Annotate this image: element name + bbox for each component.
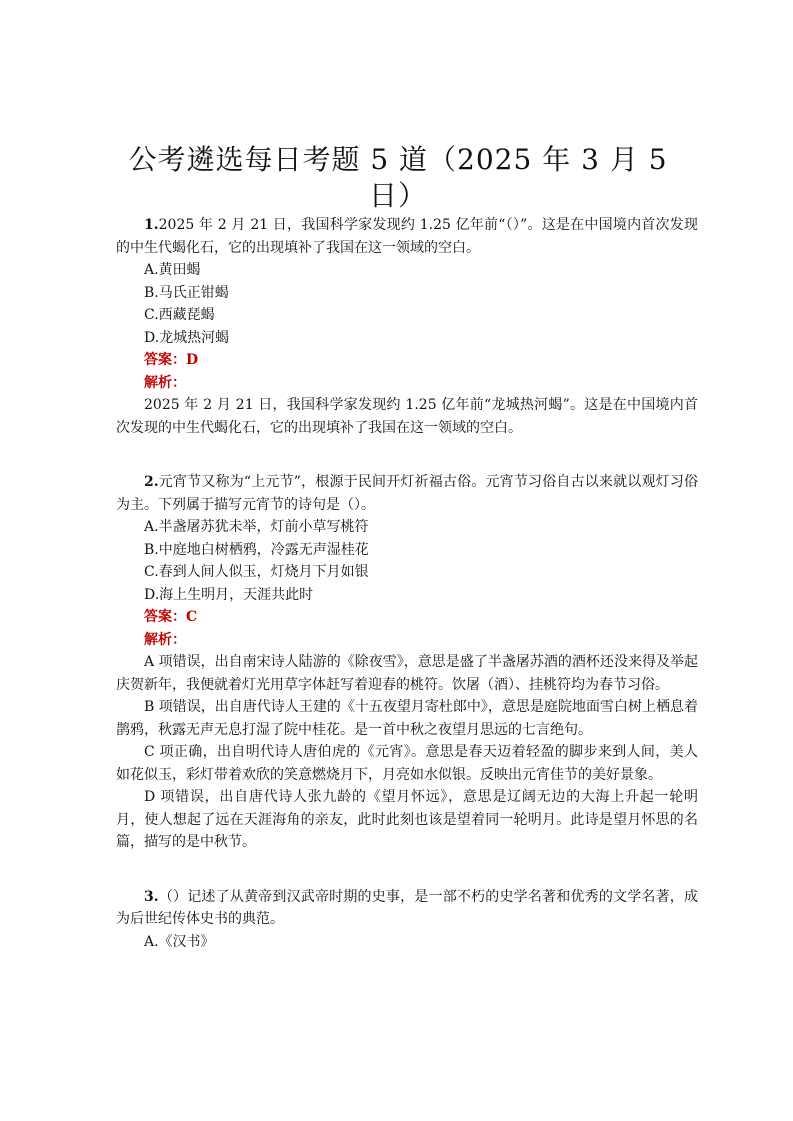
explanation-paragraph: D 项错误，出自唐代诗人张九龄的《望月怀远》，意思是辽阔无边的大海上升起一轮明月，使人想起了远在天涯海角的亲友，此时此刻也该是望着同一轮明月。此诗是望月怀思的名篇，描写的是中秋节。 bbox=[116, 789, 698, 850]
question-text: 元宵节又称为“上元节”，根源于民间开灯祈福古俗。元宵节习俗自古以来就以观灯习俗为主。下列属于描写元宵节的诗句是（）。 bbox=[116, 474, 698, 513]
question-number: 2. bbox=[144, 474, 159, 490]
option-c: C.春到人间人似玉，灯烧月下月如银 bbox=[144, 564, 369, 580]
option-d: D.龙城热河蝎 bbox=[144, 329, 230, 346]
answer: 答案：C bbox=[144, 609, 198, 625]
question-stem bbox=[116, 471, 698, 516]
question-text: （）记述了从黄帝到汉武帝时期的史事，是一部不朽的史学名著和优秀的文学名著，成为后世纪传体史书的典范。 bbox=[116, 888, 698, 927]
question-number: 1. bbox=[144, 217, 159, 233]
explanation-label: 解析： bbox=[144, 631, 186, 648]
option-a: A.黄田蝎 bbox=[144, 262, 201, 278]
explanation-paragraph: B 项错误，出自唐代诗人王建的《十五夜望月寄杜郎中》，意思是庭院地面雪白树上栖息着鹊鸦，秋露无声无息打湿了院中桂花。是一首中秋之夜望月思远的七言绝句。 bbox=[116, 699, 698, 738]
question-stem bbox=[116, 214, 698, 259]
option-b: B.中庭地白树栖鸦，冷露无声湿桂花 bbox=[144, 541, 369, 558]
option-b: B.马氏正钳蝎 bbox=[144, 284, 229, 301]
explanation-label: 解析： bbox=[144, 374, 186, 391]
option-c: C.西藏琵蝎 bbox=[144, 307, 215, 323]
answer: 答案：D bbox=[144, 352, 199, 368]
option-a: A.半盏屠苏犹未举，灯前小草写桃符 bbox=[144, 519, 369, 535]
question-text: 2025 年 2 月 21 日，我国科学家发现约 1.25 亿年前“（）”。这是在中国境内首次发现的中生代蝎化石，它的出现填补了我国在这一领域的空白。 bbox=[116, 217, 698, 256]
question-3 bbox=[116, 886, 698, 954]
option-a: A.《汉书》 bbox=[144, 933, 215, 950]
question-2 bbox=[116, 471, 698, 854]
questions-content bbox=[116, 214, 698, 953]
title-line-2: 日） bbox=[368, 179, 427, 212]
spacer bbox=[116, 439, 698, 471]
explanation-paragraph: A 项错误，出自南宋诗人陆游的《除夜雪》，意思是盛了半盏屠苏酒的酒杯还没来得及举起庆贺新年，我便就着灯光用草字体赶写着迎春的桃符。饮屠（酒）、挂桃符均为春节习俗。 bbox=[116, 654, 698, 693]
title-line-1: 公考遴选每日考题 5 道（2025 年 3 月 5 bbox=[128, 143, 668, 176]
explanation-paragraph: C 项正确，出自明代诗人唐伯虎的《元宵》。意思是春天迈着轻盈的脚步来到人间，美人如花似玉，彩灯带着欢欣的笑意燃烧月下，月亮如水似银。反映出元宵佳节的美好景象。 bbox=[116, 744, 698, 783]
question-1 bbox=[116, 214, 698, 439]
page-title bbox=[118, 142, 678, 214]
question-number: 3. bbox=[144, 888, 159, 905]
option-d: D.海上生明月，天涯共此时 bbox=[144, 586, 314, 603]
spacer bbox=[116, 854, 698, 886]
question-stem bbox=[116, 886, 698, 931]
explanation-paragraph: 2025 年 2 月 21 日，我国科学家发现约 1.25 亿年前“龙城热河蝎”。这是在中国境内首次发现的中生代蝎化石，它的出现填补了我国在这一领域的空白。 bbox=[116, 397, 698, 436]
